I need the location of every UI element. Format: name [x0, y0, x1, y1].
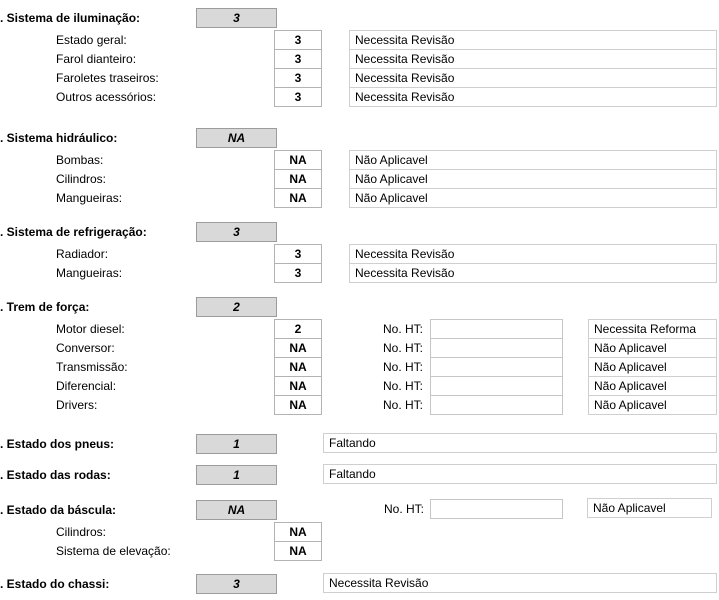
item-label: Cilindros:	[56, 525, 107, 539]
ht-label: No. HT:	[382, 398, 423, 412]
ht-input[interactable]	[430, 499, 563, 519]
item-label: Cilindros:	[56, 172, 107, 186]
item-label: Sistema de elevação:	[56, 544, 171, 558]
status-field[interactable]: Não Aplicavel	[349, 188, 717, 208]
item-status-fields	[588, 319, 717, 415]
item-label: Conversor:	[56, 341, 115, 355]
status-field[interactable]: Necessita Revisão	[349, 244, 717, 264]
ht-label: No. HT:	[382, 379, 423, 393]
status-field[interactable]: Necessita Revisão	[349, 49, 717, 69]
item-labels	[55, 244, 270, 283]
item-label: Drivers:	[56, 398, 98, 412]
item-label: Mangueiras:	[56, 191, 123, 205]
status-field[interactable]: Não Aplicavel	[587, 498, 712, 518]
item-labels	[55, 150, 270, 208]
item-label: Transmissão:	[56, 360, 128, 374]
item-score-box[interactable]: NA	[274, 357, 322, 377]
ht-label: No. HT:	[382, 360, 423, 374]
section-label: . Estado das rodas:	[0, 468, 111, 482]
section-label: . Estado do chassi:	[0, 577, 110, 591]
section-score-box[interactable]: NA	[196, 500, 277, 520]
item-score-box[interactable]: NA	[274, 376, 322, 396]
ht-inputs	[430, 319, 563, 415]
ht-label: No. HT:	[383, 502, 424, 516]
item-score-box[interactable]: 3	[274, 30, 322, 50]
item-label: Bombas:	[56, 153, 104, 167]
section-score-box[interactable]: NA	[196, 128, 277, 148]
item-score-box[interactable]: 2	[274, 319, 322, 339]
item-score-boxes	[274, 319, 322, 415]
section-score-box[interactable]: 1	[196, 434, 277, 454]
status-field[interactable]: Não Aplicavel	[349, 150, 717, 170]
item-score-box[interactable]: NA	[274, 522, 322, 542]
status-field[interactable]: Necessita Reforma	[588, 319, 717, 339]
item-label: Farol dianteiro:	[56, 52, 137, 66]
item-label: Radiador:	[56, 247, 109, 261]
section-label: . Trem de força:	[0, 300, 90, 314]
section-label: . Sistema de iluminação:	[0, 11, 141, 25]
item-label: Estado geral:	[56, 33, 127, 47]
item-label: Motor diesel:	[56, 322, 125, 336]
item-status-fields	[349, 30, 717, 107]
item-label: Faroletes traseiros:	[56, 71, 159, 85]
item-score-box[interactable]: 3	[274, 68, 322, 88]
section-score-box[interactable]: 3	[196, 8, 277, 28]
status-field[interactable]: Não Aplicavel	[588, 357, 717, 377]
section-score-box[interactable]: 3	[196, 574, 277, 594]
item-score-boxes	[274, 522, 322, 561]
item-status-fields	[349, 244, 717, 283]
item-score-box[interactable]: NA	[274, 188, 322, 208]
ht-input[interactable]	[430, 319, 563, 339]
ht-input[interactable]	[430, 395, 563, 415]
item-label: Diferencial:	[56, 379, 117, 393]
section-label: . Estado dos pneus:	[0, 437, 115, 451]
status-field[interactable]: Necessita Revisão	[323, 573, 717, 593]
status-field[interactable]: Não Aplicavel	[349, 169, 717, 189]
item-score-box[interactable]: NA	[274, 169, 322, 189]
section-score-box[interactable]: 2	[196, 297, 277, 317]
status-field[interactable]: Faltando	[323, 464, 717, 484]
status-field[interactable]: Necessita Revisão	[349, 87, 717, 107]
item-score-box[interactable]: 3	[274, 244, 322, 264]
ht-label: No. HT:	[382, 322, 423, 336]
ht-label: No. HT:	[382, 341, 423, 355]
item-score-box[interactable]: 3	[274, 87, 322, 107]
item-score-box[interactable]: 3	[274, 263, 322, 283]
item-score-boxes	[274, 244, 322, 283]
item-score-box[interactable]: 3	[274, 49, 322, 69]
ht-input[interactable]	[430, 376, 563, 396]
section-label: . Estado da báscula:	[0, 503, 117, 517]
ht-input[interactable]	[430, 338, 563, 358]
status-field[interactable]: Necessita Revisão	[349, 30, 717, 50]
status-field[interactable]: Necessita Revisão	[349, 263, 717, 283]
item-label: Outros acessórios:	[56, 90, 157, 104]
item-labels	[55, 30, 270, 107]
item-score-box[interactable]: NA	[274, 395, 322, 415]
item-score-boxes	[274, 30, 322, 107]
section-label: . Sistema hidráulico:	[0, 131, 118, 145]
item-score-box[interactable]: NA	[274, 338, 322, 358]
status-field[interactable]: Faltando	[323, 433, 717, 453]
status-field[interactable]: Não Aplicavel	[588, 395, 717, 415]
ht-labels	[360, 319, 427, 415]
item-status-fields	[349, 150, 717, 208]
ht-input[interactable]	[430, 357, 563, 377]
section-score-box[interactable]: 3	[196, 222, 277, 242]
item-labels	[55, 319, 270, 415]
item-score-box[interactable]: NA	[274, 541, 322, 561]
status-field[interactable]: Não Aplicavel	[588, 376, 717, 396]
item-label: Mangueiras:	[56, 266, 123, 280]
section-label: . Sistema de refrigeração:	[0, 225, 147, 239]
status-field[interactable]: Não Aplicavel	[588, 338, 717, 358]
item-labels	[55, 522, 270, 561]
section-score-box[interactable]: 1	[196, 465, 277, 485]
item-score-boxes	[274, 150, 322, 208]
status-field[interactable]: Necessita Revisão	[349, 68, 717, 88]
item-score-box[interactable]: NA	[274, 150, 322, 170]
